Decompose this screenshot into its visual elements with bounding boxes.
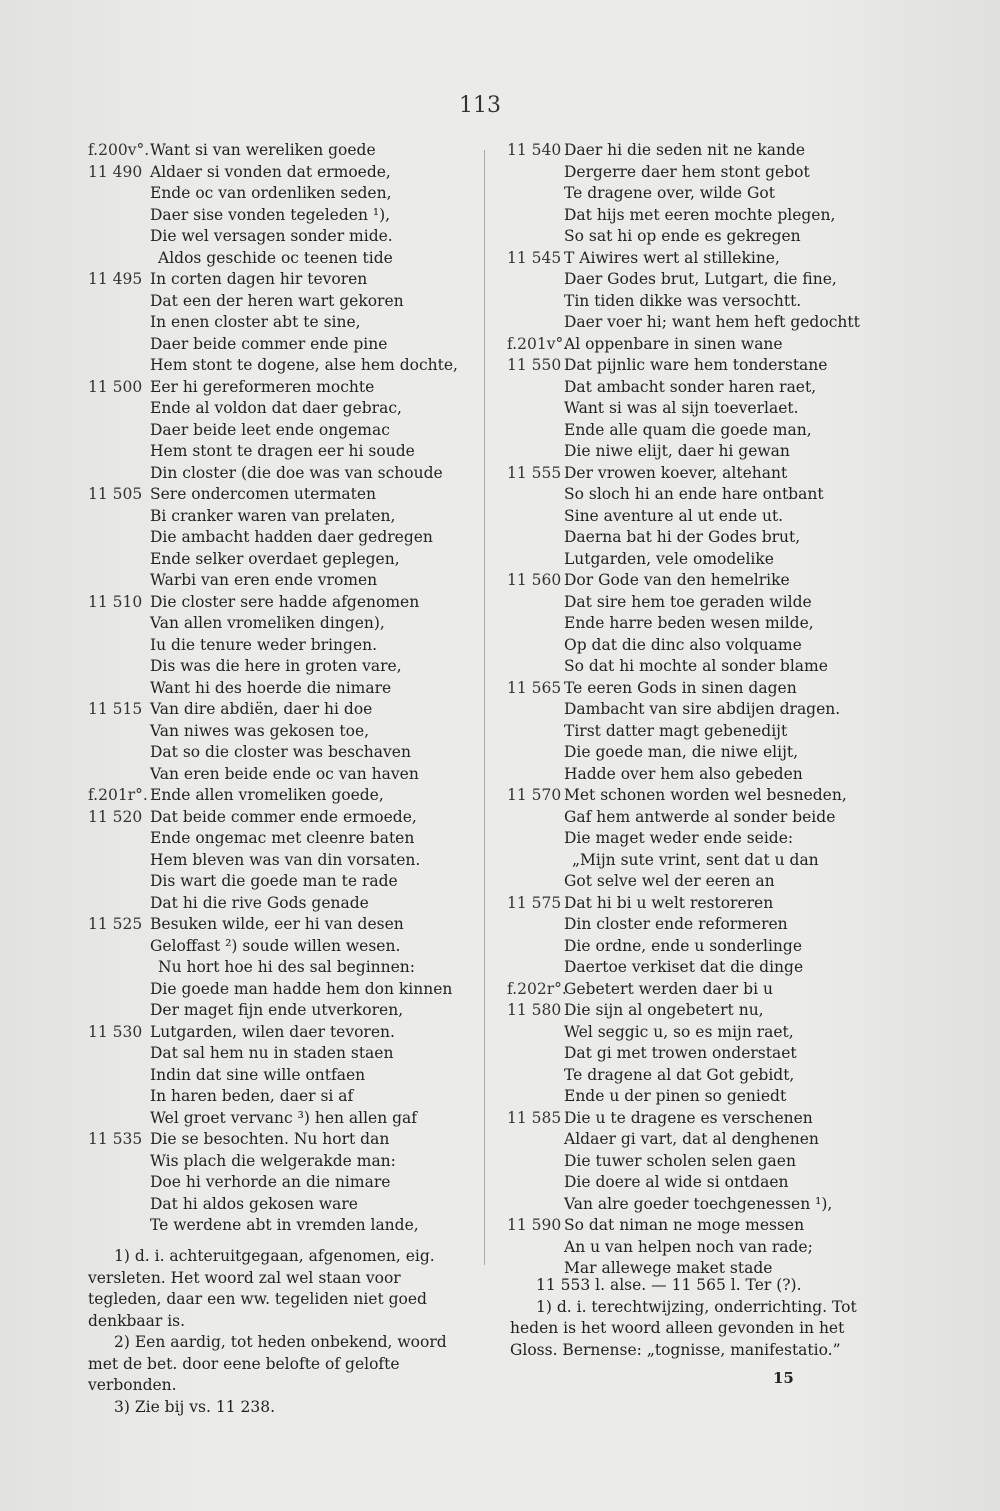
verse-text: Warbi van eren ende vromen: [150, 571, 378, 589]
verse-text: Die se besochten. Nu hort dan: [150, 1130, 390, 1148]
verse-text: Ende ongemac met cleenre baten: [150, 829, 415, 847]
verse-text: Geloffast ²) soude willen wesen.: [150, 936, 401, 955]
verse-text: Der maget fijn ende utverkoren,: [150, 1001, 404, 1019]
line-number: 11 490: [88, 162, 143, 181]
verse-line: [88, 248, 483, 270]
verse-line: [88, 140, 483, 162]
verse-line: [88, 828, 483, 850]
line-number: 11 535: [88, 1130, 143, 1148]
verse-line: [507, 1108, 977, 1130]
verse-text: In corten dagen hir tevoren: [150, 270, 368, 288]
verse-line: [507, 979, 977, 1001]
left-verse-column: [88, 140, 483, 1237]
verse-text: Ende oc van ordenliken seden,: [150, 184, 392, 202]
verse-line: [507, 334, 977, 356]
verse-text: Sine aventure al ut ende ut.: [564, 506, 784, 525]
verse-text: Ende harre beden wesen milde,: [564, 614, 814, 632]
verse-line: [507, 1172, 977, 1194]
verse-line: [507, 441, 977, 463]
verse-text: Nu hort hoe hi des sal beginnen:: [158, 958, 416, 976]
verse-text: Die u te dragene es verschenen: [564, 1108, 813, 1127]
verse-line: [507, 699, 977, 721]
verse-line: [507, 312, 977, 334]
verse-line: [507, 398, 977, 420]
verse-line: [88, 420, 483, 442]
verse-line: [88, 764, 483, 786]
line-number: 11 580: [507, 1001, 562, 1019]
verse-line: [507, 248, 977, 270]
line-number: 11 540: [507, 141, 562, 159]
line-number: f.201r°.: [88, 786, 148, 804]
verse-text: Wis plach die welgerakde man:: [150, 1151, 396, 1170]
verse-line: [507, 269, 977, 291]
verse-text: Dergerre daer hem stont gebot: [564, 162, 810, 181]
line-number: 11 525: [88, 915, 143, 933]
verse-line: [507, 549, 977, 571]
verse-line: [88, 162, 483, 184]
verse-line: [507, 1215, 977, 1237]
verse-text: Die closter sere hadde afgenomen: [150, 592, 420, 611]
verse-line: [507, 1129, 977, 1151]
verse-line: [88, 334, 483, 356]
verse-text: Bi cranker waren van prelaten,: [150, 506, 396, 525]
verse-line: [88, 1043, 483, 1065]
verse-text: Dat hi die rive Gods genade: [150, 893, 369, 912]
verse-line: [507, 785, 977, 807]
footnote-2: 2) Een aardig, tot heden onbekend, woord met de bet. door eene belofte of gelofte verbonden.: [88, 1333, 447, 1394]
verse-text: Daer Godes brut, Lutgart, die fine,: [564, 270, 837, 288]
verse-line: [88, 506, 483, 528]
verse-text: Met schonen worden wel besneden,: [564, 786, 847, 804]
verse-text: Van alre goeder toechgenessen ¹),: [564, 1194, 833, 1213]
verse-line: [88, 742, 483, 764]
verse-line: [507, 914, 977, 936]
verse-text: Daerna bat hi der Godes brut,: [564, 528, 801, 546]
verse-text: T Aiwires wert al stillekine,: [564, 248, 780, 267]
verse-text: Te dragene over, wilde Got: [564, 184, 775, 202]
verse-text: Die goede man, die niwe elijt,: [564, 743, 799, 761]
verse-line: [88, 721, 483, 743]
verse-text: In haren beden, daer si af: [150, 1087, 354, 1105]
verse-text: Aldos geschide oc teenen tide: [158, 248, 393, 267]
verse-text: Daertoe verkiset dat die dinge: [564, 958, 804, 976]
text-correction-note: 11 553 l. alse. — 11 565 l. Ter (?).: [536, 1276, 802, 1294]
verse-text: Lutgarden, wilen daer tevoren.: [150, 1022, 395, 1041]
line-number: 11 500: [88, 377, 143, 396]
verse-text: Die maget weder ende seide:: [564, 829, 794, 847]
verse-line: [88, 377, 483, 399]
sheet-signature-mark: 15: [773, 1369, 794, 1387]
verse-line: [88, 312, 483, 334]
verse-line: [88, 850, 483, 872]
verse-line: [507, 764, 977, 786]
verse-text: Dor Gode van den hemelrike: [564, 571, 790, 589]
verse-text: Dis was die here in groten vare,: [150, 657, 402, 675]
verse-text: Indin dat sine wille ontfaen: [150, 1065, 366, 1084]
verse-text: Dat sire hem toe geraden wilde: [564, 592, 812, 611]
verse-line: [507, 226, 977, 248]
verse-line: [507, 205, 977, 227]
verse-text: So sat hi op ende es gekregen: [564, 227, 801, 245]
verse-line: [88, 1000, 483, 1022]
verse-text: Wel groet vervanc ³) hen allen gaf: [150, 1108, 418, 1127]
verse-text: Die niwe elijt, daer hi gewan: [564, 442, 790, 460]
verse-text: Dis wart die goede man te rade: [150, 872, 398, 890]
verse-text: Dat ambacht sonder haren raet,: [564, 377, 817, 396]
verse-line: [507, 1086, 977, 1108]
verse-line: [88, 613, 483, 635]
line-number: f.200v°.: [88, 141, 150, 159]
verse-text: Die doere al wide si ontdaen: [564, 1173, 789, 1191]
verse-text: In enen closter abt te sine,: [150, 313, 361, 331]
verse-text: Daer hi die seden nit ne kande: [564, 141, 806, 159]
verse-line: [507, 463, 977, 485]
line-number: 11 505: [88, 485, 143, 503]
line-number: 11 520: [88, 807, 143, 826]
line-number: 11 560: [507, 571, 562, 589]
line-number: 11 550: [507, 356, 562, 374]
verse-text: Al oppenbare in sinen wane: [564, 334, 783, 353]
line-number: 11 510: [88, 592, 143, 611]
verse-line: [88, 441, 483, 463]
verse-text: Din closter (die doe was van schoude: [150, 463, 443, 482]
line-number: 11 530: [88, 1022, 143, 1041]
verse-line: [88, 1108, 483, 1130]
verse-line: [88, 1022, 483, 1044]
verse-text: Hem stont te dragen eer hi soude: [150, 442, 415, 460]
verse-line: [88, 1215, 483, 1237]
verse-text: Van niwes was gekosen toe,: [150, 721, 370, 740]
verse-text: Aldaer si vonden dat ermoede,: [150, 162, 391, 181]
verse-text: So dat hi mochte al sonder blame: [564, 657, 828, 675]
verse-line: [507, 807, 977, 829]
verse-text: Lutgarden, vele omodelike: [564, 549, 774, 568]
verse-line: [88, 1065, 483, 1087]
verse-line: [88, 1194, 483, 1216]
verse-line: [88, 893, 483, 915]
verse-line: [507, 355, 977, 377]
verse-line: [507, 1237, 977, 1259]
verse-line: [88, 914, 483, 936]
verse-text: Ende alle quam die goede man,: [564, 420, 812, 439]
verse-text: Hadde over hem also gebeden: [564, 764, 803, 783]
verse-text: Die ambacht hadden daer gedregen: [150, 528, 433, 546]
verse-line: [88, 226, 483, 248]
verse-line: [507, 506, 977, 528]
verse-text: Din closter ende reformeren: [564, 915, 788, 933]
verse-line: [507, 1043, 977, 1065]
verse-line: [507, 420, 977, 442]
verse-line: [88, 1172, 483, 1194]
verse-line: [507, 828, 977, 850]
verse-line: [88, 656, 483, 678]
footnote-right-1: 1) d. i. terechtwijzing, onderrichting. Tot heden is het woord alleen gevonden in het Gloss. Bernense: „tognisse, manifestatio.”: [510, 1297, 857, 1359]
verse-line: [507, 957, 977, 979]
verse-text: Dat sal hem nu in staden staen: [150, 1044, 394, 1062]
verse-text: Iu die tenure weder bringen.: [150, 635, 378, 654]
verse-text: Te werdene abt in vremden lande,: [150, 1216, 419, 1234]
verse-text: Die goede man hadde hem don kinnen: [150, 979, 453, 998]
verse-line: [507, 527, 977, 549]
verse-line: [507, 850, 977, 872]
verse-line: [507, 1022, 977, 1044]
verse-line: [507, 613, 977, 635]
line-number: 11 545: [507, 248, 562, 267]
line-number: 11 515: [88, 700, 143, 718]
verse-text: Die sijn al ongebetert nu,: [564, 1001, 764, 1019]
verse-line: [507, 1151, 977, 1173]
verse-line: [507, 484, 977, 506]
verse-line: [507, 871, 977, 893]
verse-line: [88, 699, 483, 721]
verse-text: Die ordne, ende u sonderlinge: [564, 936, 803, 955]
verse-text: So sloch hi an ende hare ontbant: [564, 485, 824, 503]
verse-text: Daer sise vonden tegeleden ¹),: [150, 205, 391, 224]
verse-text: Besuken wilde, eer hi van desen: [150, 915, 404, 933]
footnotes-right: [510, 1275, 875, 1361]
verse-text: Daer beide commer ende pine: [150, 334, 388, 353]
line-number: 11 570: [507, 786, 562, 804]
line-number: 11 565: [507, 678, 562, 697]
verse-line: [88, 979, 483, 1001]
verse-line: [507, 1065, 977, 1087]
verse-line: [88, 957, 483, 979]
verse-line: [88, 807, 483, 829]
verse-line: [507, 656, 977, 678]
verse-text: Dambacht van sire abdijen dragen.: [564, 700, 841, 718]
verse-text: Eer hi gereformeren mochte: [150, 377, 375, 396]
line-number: f.202r°.: [507, 979, 567, 998]
verse-line: [507, 1000, 977, 1022]
verse-text: „Mijn sute vrint, sent dat u dan: [572, 850, 819, 869]
verse-line: [88, 1129, 483, 1151]
verse-text: Van allen vromeliken dingen),: [150, 614, 385, 632]
verse-text: Doe hi verhorde an die nimare: [150, 1173, 391, 1191]
verse-line: [88, 527, 483, 549]
verse-line: [507, 742, 977, 764]
verse-text: Te eeren Gods in sinen dagen: [564, 678, 797, 697]
line-number: 11 590: [507, 1216, 562, 1234]
verse-text: Dat een der heren wart gekoren: [150, 291, 404, 310]
verse-text: Want hi des hoerde die nimare: [150, 678, 392, 697]
verse-text: Dat beide commer ende ermoede,: [150, 807, 417, 826]
verse-text: Tirst datter magt gebenedijt: [564, 721, 788, 740]
verse-text: Hem bleven was van din vorsaten.: [150, 850, 421, 869]
column-divider: [484, 150, 485, 1265]
verse-line: [88, 936, 483, 958]
verse-line: [507, 721, 977, 743]
verse-line: [507, 635, 977, 657]
footnote-3: 3) Zie bij vs. 11 238.: [114, 1397, 276, 1416]
verse-line: [88, 484, 483, 506]
verse-line: [88, 570, 483, 592]
verse-text: Dat pijnlic ware hem tonderstane: [564, 356, 828, 374]
verse-line: [88, 678, 483, 700]
footnote-1: 1) d. i. achteruitgegaan, afgenomen, eig. versleten. Het woord zal wel staan voor tegleden, daar een ww. tegeliden niet goed denkbaar is.: [88, 1247, 435, 1330]
verse-text: Hem stont te dogene, alse hem dochte,: [150, 356, 458, 374]
verse-line: [507, 162, 977, 184]
verse-text: Die wel versagen sonder mide.: [150, 227, 393, 245]
verse-line: [88, 871, 483, 893]
verse-line: [88, 1151, 483, 1173]
verse-text: Ende allen vromeliken goede,: [150, 786, 384, 804]
verse-line: [507, 936, 977, 958]
verse-text: Got selve wel der eeren an: [564, 872, 775, 890]
verse-text: Dat hi bi u welt restoreren: [564, 893, 774, 912]
verse-text: Daer beide leet ende ongemac: [150, 420, 390, 439]
verse-line: [88, 785, 483, 807]
verse-line: [507, 1194, 977, 1216]
line-number: 11 585: [507, 1108, 562, 1127]
verse-line: [507, 893, 977, 915]
page-number: 113: [459, 93, 501, 118]
verse-text: An u van helpen noch van rade;: [564, 1237, 813, 1256]
verse-line: [88, 205, 483, 227]
verse-text: Van eren beide ende oc van haven: [150, 764, 419, 783]
verse-line: [88, 355, 483, 377]
verse-text: Wel seggic u, so es mijn raet,: [564, 1022, 794, 1041]
verse-text: Van dire abdiën, daer hi doe: [150, 700, 373, 718]
verse-text: Tin tiden dikke was versochtt.: [564, 291, 802, 310]
verse-text: Ende u der pinen so geniedt: [564, 1087, 787, 1105]
verse-text: Mar allewege maket stade: [564, 1259, 773, 1277]
verse-line: [507, 678, 977, 700]
footnotes-left: [88, 1246, 473, 1418]
verse-text: Ende al voldon dat daer gebrac,: [150, 399, 402, 417]
verse-text: Want si was al sijn toeverlaet.: [564, 399, 799, 417]
verse-text: So dat niman ne moge messen: [564, 1216, 805, 1234]
verse-text: Te dragene al dat Got gebidt,: [564, 1065, 795, 1084]
verse-text: Dat hijs met eeren mochte plegen,: [564, 205, 836, 224]
line-number: 11 555: [507, 463, 562, 482]
verse-text: Dat hi aldos gekosen ware: [150, 1194, 358, 1213]
verse-line: [88, 183, 483, 205]
verse-text: Gebetert werden daer bi u: [564, 979, 773, 998]
verse-text: Sere ondercomen utermaten: [150, 485, 377, 503]
verse-line: [507, 592, 977, 614]
line-number: 11 495: [88, 270, 143, 288]
verse-line: [88, 1086, 483, 1108]
verse-line: [88, 398, 483, 420]
verse-text: Daer voer hi; want hem heft gedochtt: [564, 313, 860, 331]
line-number: 11 575: [507, 893, 562, 912]
verse-line: [507, 377, 977, 399]
verse-text: Der vrowen koever, altehant: [564, 463, 788, 482]
verse-line: [507, 140, 977, 162]
verse-line: [88, 635, 483, 657]
verse-text: Aldaer gi vart, dat al denghenen: [564, 1130, 819, 1148]
verse-line: [88, 463, 483, 485]
verse-text: Gaf hem antwerde al sonder beide: [564, 807, 836, 826]
verse-line: [507, 291, 977, 313]
verse-line: [507, 570, 977, 592]
verse-text: Dat gi met trowen onderstaet: [564, 1044, 797, 1062]
verse-text: Ende selker overdaet geplegen,: [150, 549, 400, 568]
verse-line: [88, 549, 483, 571]
verse-text: Dat so die closter was beschaven: [150, 743, 411, 761]
verse-line: [88, 291, 483, 313]
right-verse-column: [507, 140, 977, 1280]
verse-text: Op dat die dinc also volquame: [564, 635, 802, 654]
verse-text: Want si van wereliken goede: [150, 141, 376, 159]
verse-line: [88, 269, 483, 291]
line-number: f.201v°.: [507, 334, 569, 353]
verse-line: [88, 592, 483, 614]
verse-text: Die tuwer scholen selen gaen: [564, 1151, 796, 1170]
verse-line: [507, 183, 977, 205]
